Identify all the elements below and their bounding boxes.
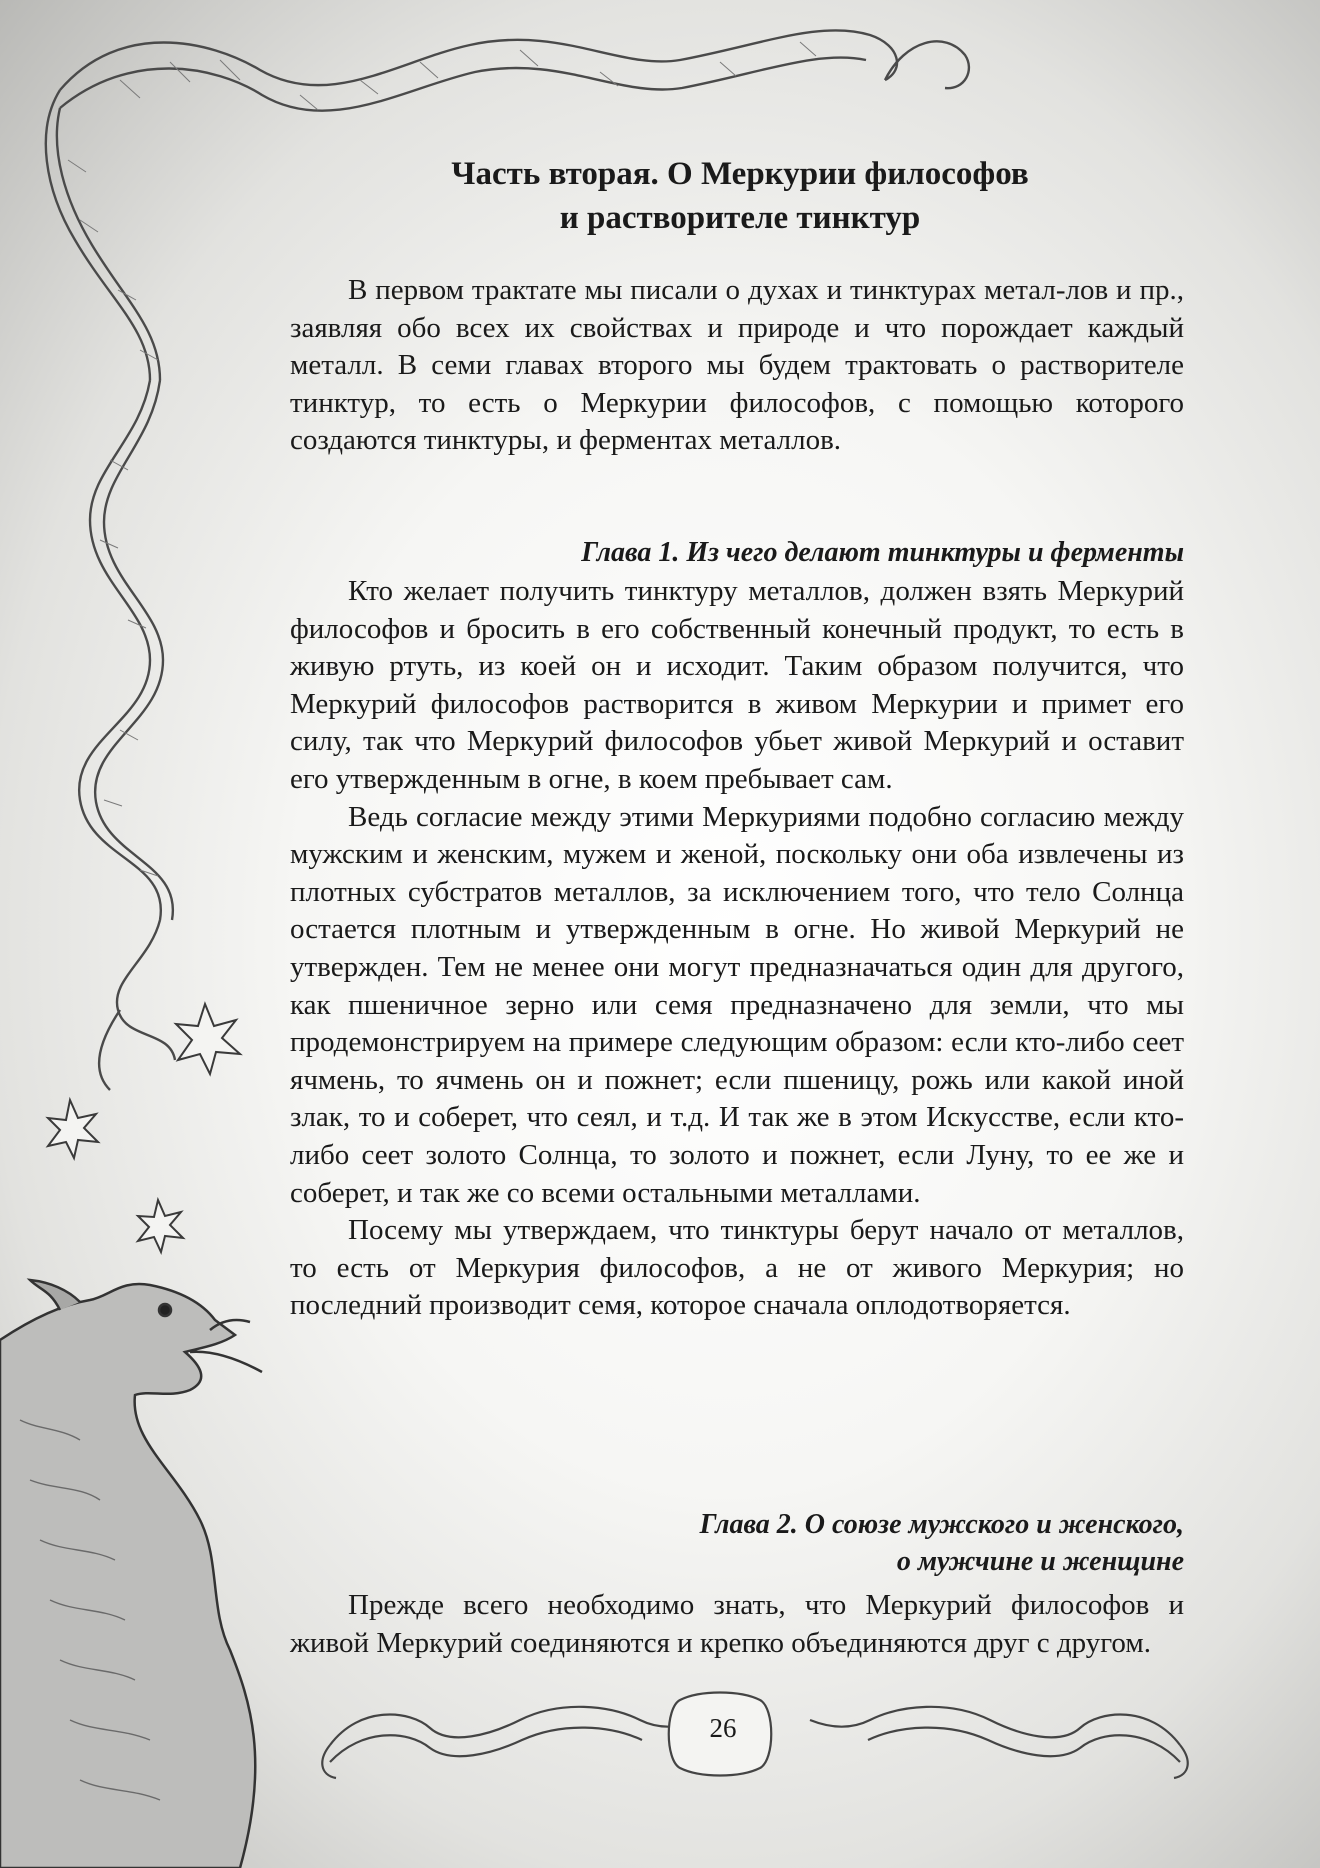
chapter-1-paragraph: Ведь согласие между этими Меркуриями подобно согласию между мужским и женским, мужем и женой, поскольку они оба извлечены из плотных субстратов металлов, за исключением того, что тело Солнца остается плотным и утвержденным в огне. Но живой Меркурий не утвержден. Тем не менее они могут предназначаться один для другого, как пшеничное зерно или семя предназначено для земли, что мы продемонстрируем на примере следующим образом: если кто-либо сеет ячмень, то ячмень он и пожнет; если пшеницу, рожь или какой иной злак, то и соберет, что сеял, и т.д. И так же в этом Искусстве, если кто-либо сеет золото Солнца, то золото и пожнет, если Луну, то ее же и соберет, и так же со всеми остальными металлами. bbox=[290, 800, 1184, 1209]
chapter-2-heading-line-1: Глава 2. О союзе мужского и женского, bbox=[699, 1509, 1184, 1540]
chapter-2-heading-line-2: о мужчине и женщине bbox=[896, 1546, 1184, 1577]
page-number: 26 bbox=[709, 1713, 737, 1743]
chapter-1-heading bbox=[290, 534, 1184, 571]
title-line-2: и растворителе тинктур bbox=[559, 200, 921, 236]
page-title bbox=[290, 152, 1190, 240]
chapter-1-text bbox=[290, 573, 1184, 1325]
dragon-icon bbox=[0, 1280, 262, 1868]
star-icon bbox=[48, 1100, 98, 1158]
intro-paragraph: В первом трактате мы писали о духах и тинктурах метал-лов и пр., заявляя обо всех их свойствах и природе и что порождает каждый металл. В семи главах второго мы будем трактовать о растворителе тинктур, то есть о Меркурии философов, с помощью которого создаются тинктуры, и ферментах металлов. bbox=[290, 274, 1184, 457]
star-icon bbox=[138, 1200, 183, 1252]
chapter-2-heading bbox=[290, 1506, 1184, 1580]
title-line-1: Часть вторая. О Меркурии философов bbox=[451, 156, 1029, 192]
chapter-2-paragraph: Прежде всего необходимо знать, что Меркурий философов и живой Меркурий соединяются и крепко объединяются друг с другом. bbox=[290, 1589, 1184, 1659]
star-icon bbox=[176, 1004, 240, 1074]
chapter-2-text bbox=[290, 1587, 1184, 1662]
intro-text bbox=[290, 272, 1184, 460]
chapter-1-heading-text: Глава 1. Из чего делают тинктуры и ферменты bbox=[581, 537, 1184, 568]
chapter-1-paragraph: Посему мы утверждаем, что тинктуры берут начало от металлов, то есть от Меркурия философов, а не от живого Меркурия; но последний производит семя, которое сначала оплодотворяется. bbox=[290, 1214, 1184, 1322]
chapter-1-paragraph: Кто желает получить тинктуру металлов, должен взять Меркурий философов и бросить в его собственный конечный продукт, то есть в живую ртуть, из коей он и исходит. Таким образом получится, что Меркурий философов растворится в живом Меркурии и примет его силу, так что Меркурий философов убьет живой Меркурий и оставит его утвержденным в огне, в коем пребывает сам. bbox=[290, 575, 1184, 795]
